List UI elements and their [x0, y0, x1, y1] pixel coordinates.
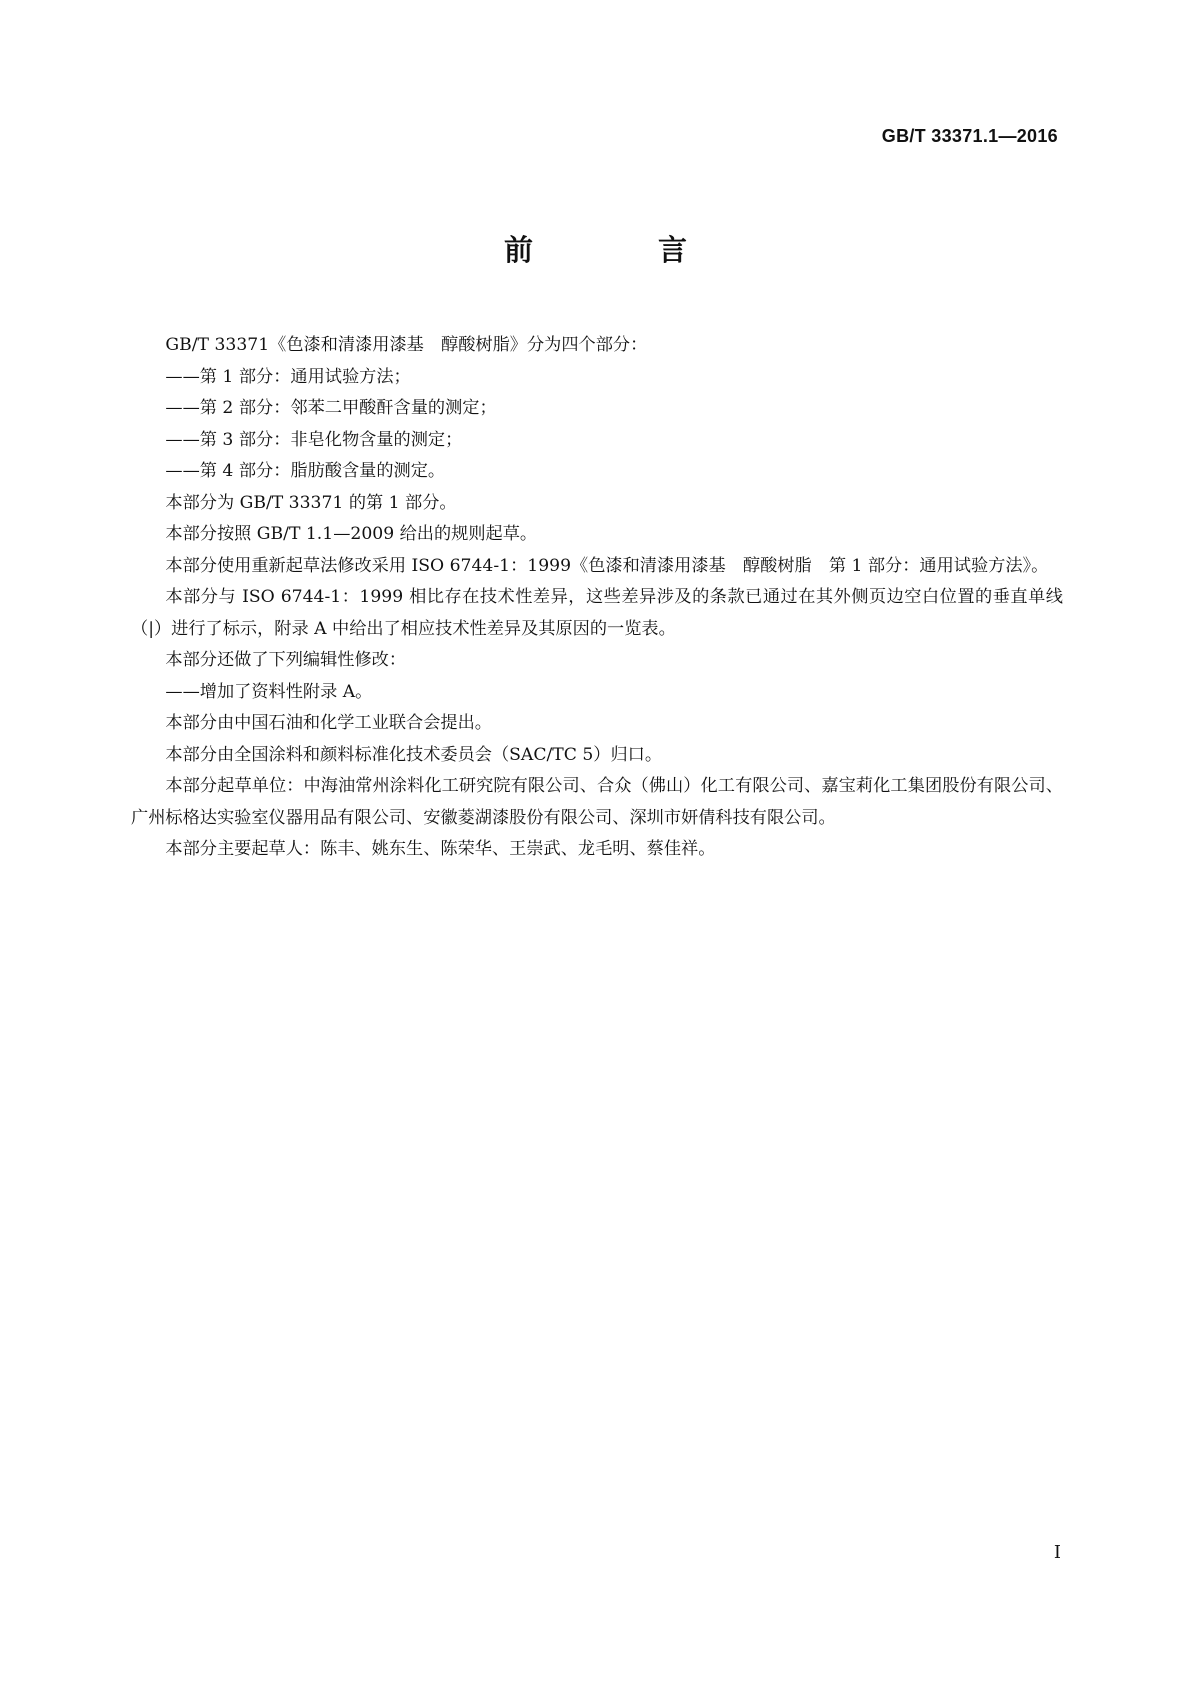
- list-item: ——增加了资料性附录 A。: [165, 681, 373, 702]
- page-number: I: [1053, 1542, 1061, 1563]
- paragraph: GB/T 33371《色漆和清漆用漆基 醇酸树脂》分为四个部分：: [165, 335, 648, 355]
- page-title: 前 言: [503, 233, 735, 267]
- paragraph: 本部分使用重新起草法修改采用 ISO 6744-1：1999《色漆和清漆用漆基 醇酸树脂 第 1 部分：通用试验方法》。: [165, 555, 1049, 576]
- paragraph: 本部分还做了下列编辑性修改：: [165, 650, 407, 670]
- paragraph: 本部分由中国石油和化学工业联合会提出。: [165, 713, 492, 733]
- paragraph: 本部分主要起草人：陈丰、姚东生、陈荣华、王崇武、龙毛明、蔡佳祥。: [165, 839, 716, 859]
- paragraph: 本部分起草单位：中海油常州涂料化工研究院有限公司、合众（佛山）化工有限公司、嘉宝莉化工集团股份有限公司、广州标格达实验室仪器用品有限公司、安徽菱湖漆股份有限公司、深圳市妍倩科技有限公司。: [131, 776, 1063, 828]
- standard-number: GB/T 33371.1—2016: [881, 126, 1058, 146]
- list-item: ——第 4 部分：脂肪酸含量的测定。: [165, 461, 446, 481]
- paragraph: 本部分与 ISO 6744-1：1999 相比存在技术性差异，这些差异涉及的条款已通过在其外侧页边空白位置的垂直单线（|）进行了标示，附录 A 中给出了相应技术性差异及其原因的一览表。: [131, 587, 1063, 639]
- list-item: ——第 2 部分：邻苯二甲酸酐含量的测定；: [165, 398, 497, 418]
- paragraph: 本部分为 GB/T 33371 的第 1 部分。: [165, 492, 457, 513]
- foreword-body: [131, 330, 1063, 866]
- paragraph: 本部分按照 GB/T 1.1—2009 给出的规则起草。: [165, 524, 538, 544]
- list-item: ——第 3 部分：非皂化物含量的测定；: [165, 429, 463, 450]
- list-item: ——第 1 部分：通用试验方法；: [165, 366, 411, 387]
- paragraph: 本部分由全国涂料和颜料标准化技术委员会（SAC/TC 5）归口。: [165, 744, 663, 765]
